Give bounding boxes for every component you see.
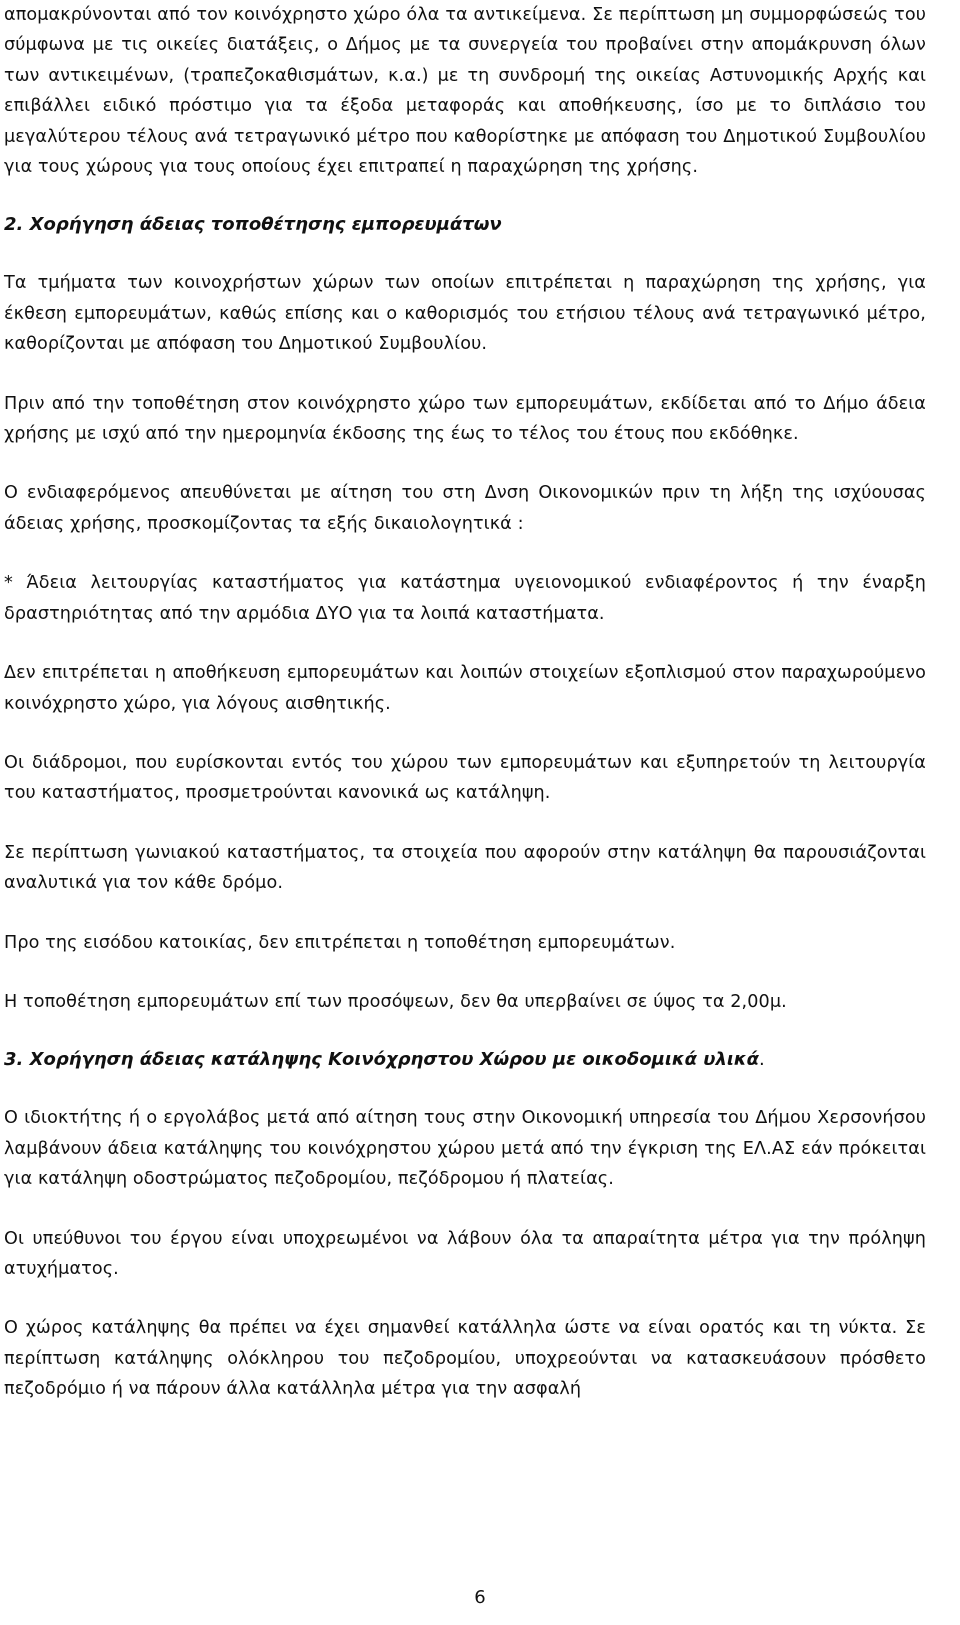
paragraph-common-areas-goods: Τα τμήματα των κοινοχρήστων χώρων των οποίων επιτρέπεται η παραχώρηση της χρήσης, για έκθεση εμπορευμάτων, καθώς επίσης και ο καθορισμός του ετήσιου τέλους ανά τετραγωνικό μέτρο, καθορίζονται με απόφαση του Δημοτικού Συμβουλίου.: [4, 273, 926, 355]
paragraph-site-marking: Ο χώρος κατάληψης θα πρέπει να έχει σημανθεί κατάλληλα ώστε να είναι ορατός και τη νύκτα. Σε περίπτωση κατάληψης ολόκληρου του πεζοδρομίου, υποχρεούνται να κατασκευάσουν πρόσθετο πεζοδρόμιο ή να πάρουν άλλα κατάλληλα μέτρα για την ασφαλή: [4, 1318, 926, 1400]
section-heading-period: .: [759, 1049, 765, 1071]
paragraph-removal-of-objects: απομακρύνονται από τον κοινόχρηστο χώρο όλα τα αντικείμενα. Σε περίπτωση μη συμμορφώσεώς του σύμφωνα με τις οικείες διατάξεις, ο Δήμος με τα συνεργεία του προβαίνει στην απομάκρυνση όλων των αντικειμένων, (τραπεζοκαθισμάτων, κ.α.) με τη συνδρομή της οικείας Αστυνομικής Αρχής και επιβάλλει ειδικό πρόστιμο για τα έξοδα μεταφοράς και αποθήκευσης, ίσο με το διπλάσιο του μεγαλύτερου τέλους ανά τετραγωνικό μέτρο που καθορίστηκε με απόφαση του Δημοτικού Συμβουλίου για τους χώρους για τους οποίους έχει επιτραπεί η παραχώρηση της χρήσης.: [4, 5, 926, 178]
paragraph-owner-contractor: Ο ιδιοκτήτης ή ο εργολάβος μετά από αίτηση τους στην Οικονομική υπηρεσία του Δήμου Χερσονήσου λαμβάνουν άδεια κατάληψης του κοινόχρηστου χώρου μετά από την έγκριση της ΕΛ.ΑΣ εάν πρόκειται για κατάληψη οδοστρώματος πεζοδρομίου, πεζόδρομου ή πλατείας.: [4, 1108, 926, 1190]
paragraph-facade-height: Η τοποθέτηση εμπορευμάτων επί των προσόψεων, δεν θα υπερβαίνει σε ύψος τα 2,00μ.: [4, 991, 787, 1012]
page-number: 6: [474, 1587, 486, 1608]
paragraph-accident-prevention: Οι υπεύθυνοι του έργου είναι υποχρεωμένοι να λάβουν όλα τα απαραίτητα μέτρα για την πρόληψη ατυχήματος.: [4, 1228, 926, 1279]
paragraph-application: Ο ενδιαφερόμενος απευθύνεται με αίτηση του στη Δνση Οικονομικών πριν τη λήξη της ισχύουσας άδειας χρήσης, προσκομίζοντας τα εξής δικαιολογητικά :: [4, 483, 926, 534]
section-heading-building-materials-permit: [4, 1045, 926, 1075]
paragraph-residence-entrance: Προ της εισόδου κατοικίας, δεν επιτρέπεται η τοποθέτηση εμπορευμάτων.: [4, 932, 676, 953]
paragraph-storage-prohibited: Δεν επιτρέπεται η αποθήκευση εμπορευμάτων και λοιπών στοιχείων εξοπλισμού στον παραχωρούμενο κοινόχρηστο χώρο, για λόγους αισθητικής.: [4, 663, 926, 714]
paragraph-permit-issuance: Πριν από την τοποθέτηση στον κοινόχρηστο χώρο των εμπορευμάτων, εκδίδεται από το Δήμο άδεια χρήσης με ισχύ από την ημερομηνία έκδοσης της έως το τέλος του έτους που εκδόθηκε.: [4, 393, 926, 445]
paragraph-required-documents: * Άδεια λειτουργίας καταστήματος για κατάστημα υγειονομικού ενδιαφέροντος ή την έναρξη δραστηριότητας από την αρμόδια ΔΥΟ για τα λοιπά καταστήματα.: [4, 573, 926, 624]
section-heading-goods-placement-permit: 2. Χορήγηση άδειας τοποθέτησης εμπορευμάτων: [4, 214, 502, 236]
section-heading-text: 3. Χορήγηση άδειας κατάληψης Κοινόχρηστου Χώρου με οικοδομικά υλικά: [4, 1049, 760, 1071]
paragraph-corner-shop: Σε περίπτωση γωνιακού καταστήματος, τα στοιχεία που αφορούν στην κατάληψη θα παρουσιάζονται αναλυτικά για τον κάθε δρόμο.: [4, 842, 926, 894]
paragraph-corridors: Οι διάδρομοι, που ευρίσκονται εντός του χώρου των εμπορευμάτων και εξυπηρετούν τη λειτουργία του καταστήματος, προσμετρούνται κανονικά ως κατάληψη.: [4, 752, 926, 804]
document-page: [4, 0, 926, 1405]
